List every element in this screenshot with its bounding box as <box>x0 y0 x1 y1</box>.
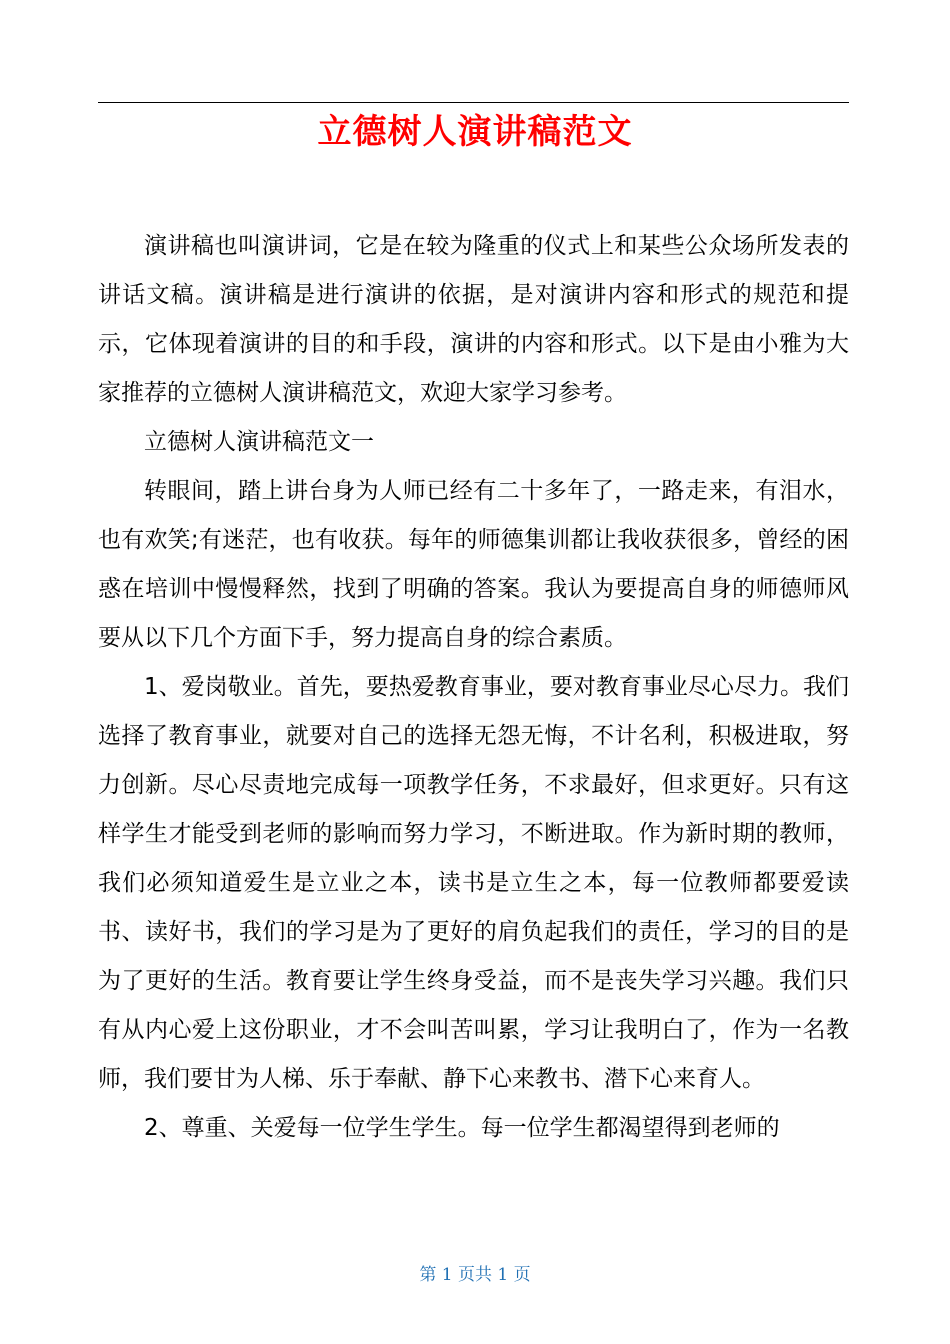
section-heading: 立德树人演讲稿范文一 <box>144 429 374 455</box>
page-number-footer: 第 1 页共 1 页 <box>419 1265 531 1285</box>
header-rule <box>98 102 849 103</box>
document-title: 立德树人演讲稿范文 <box>317 112 633 152</box>
intro-paragraph: 演讲稿也叫演讲词，它是在较为隆重的仪式上和某些公众场所发表的讲话文稿。演讲稿是进行演讲的依据，是对演讲内容和形式的规范和提示，它体现着演讲的目的和手段，演讲的内容和形式。以下是由小雅为大家推荐的立德树人演讲稿范文，欢迎大家学习参考。 <box>98 233 849 406</box>
body-paragraph: 2、尊重、关爱每一位学生学生。每一位学生都渴望得到老师的 <box>144 1115 780 1141</box>
body-paragraph: 转眼间，踏上讲台身为人师已经有二十多年了，一路走来，有泪水，也有欢笑;有迷茫，也有收获。每年的师德集训都让我收获很多，曾经的困惑在培训中慢慢释然，找到了明确的答案。我认为要提高自身的师德师风要从以下几个方面下手，努力提高自身的综合素质。 <box>98 478 849 651</box>
body-paragraph: 1、爱岗敬业。首先，要热爱教育事业，要对教育事业尽心尽力。我们选择了教育事业，就要对自己的选择无怨无悔，不计名利，积极进取，努力创新。尽心尽责地完成每一项教学任务，不求最好，但求更好。只有这样学生才能受到老师的影响而努力学习，不断进取。作为新时期的教师，我们必须知道爱生是立业之本，读书是立生之本，每一位教师都要爱读书、读好书，我们的学习是为了更好的肩负起我们的责任，学习的目的是为了更好的生活。教育要让学生终身受益，而不是丧失学习兴趣。我们只有从内心爱上这份职业，才不会叫苦叫累，学习让我明白了，作为一名教师，我们要甘为人梯、乐于奉献、静下心来教书、潜下心来育人。 <box>98 674 849 1092</box>
document-body <box>98 222 849 1153</box>
